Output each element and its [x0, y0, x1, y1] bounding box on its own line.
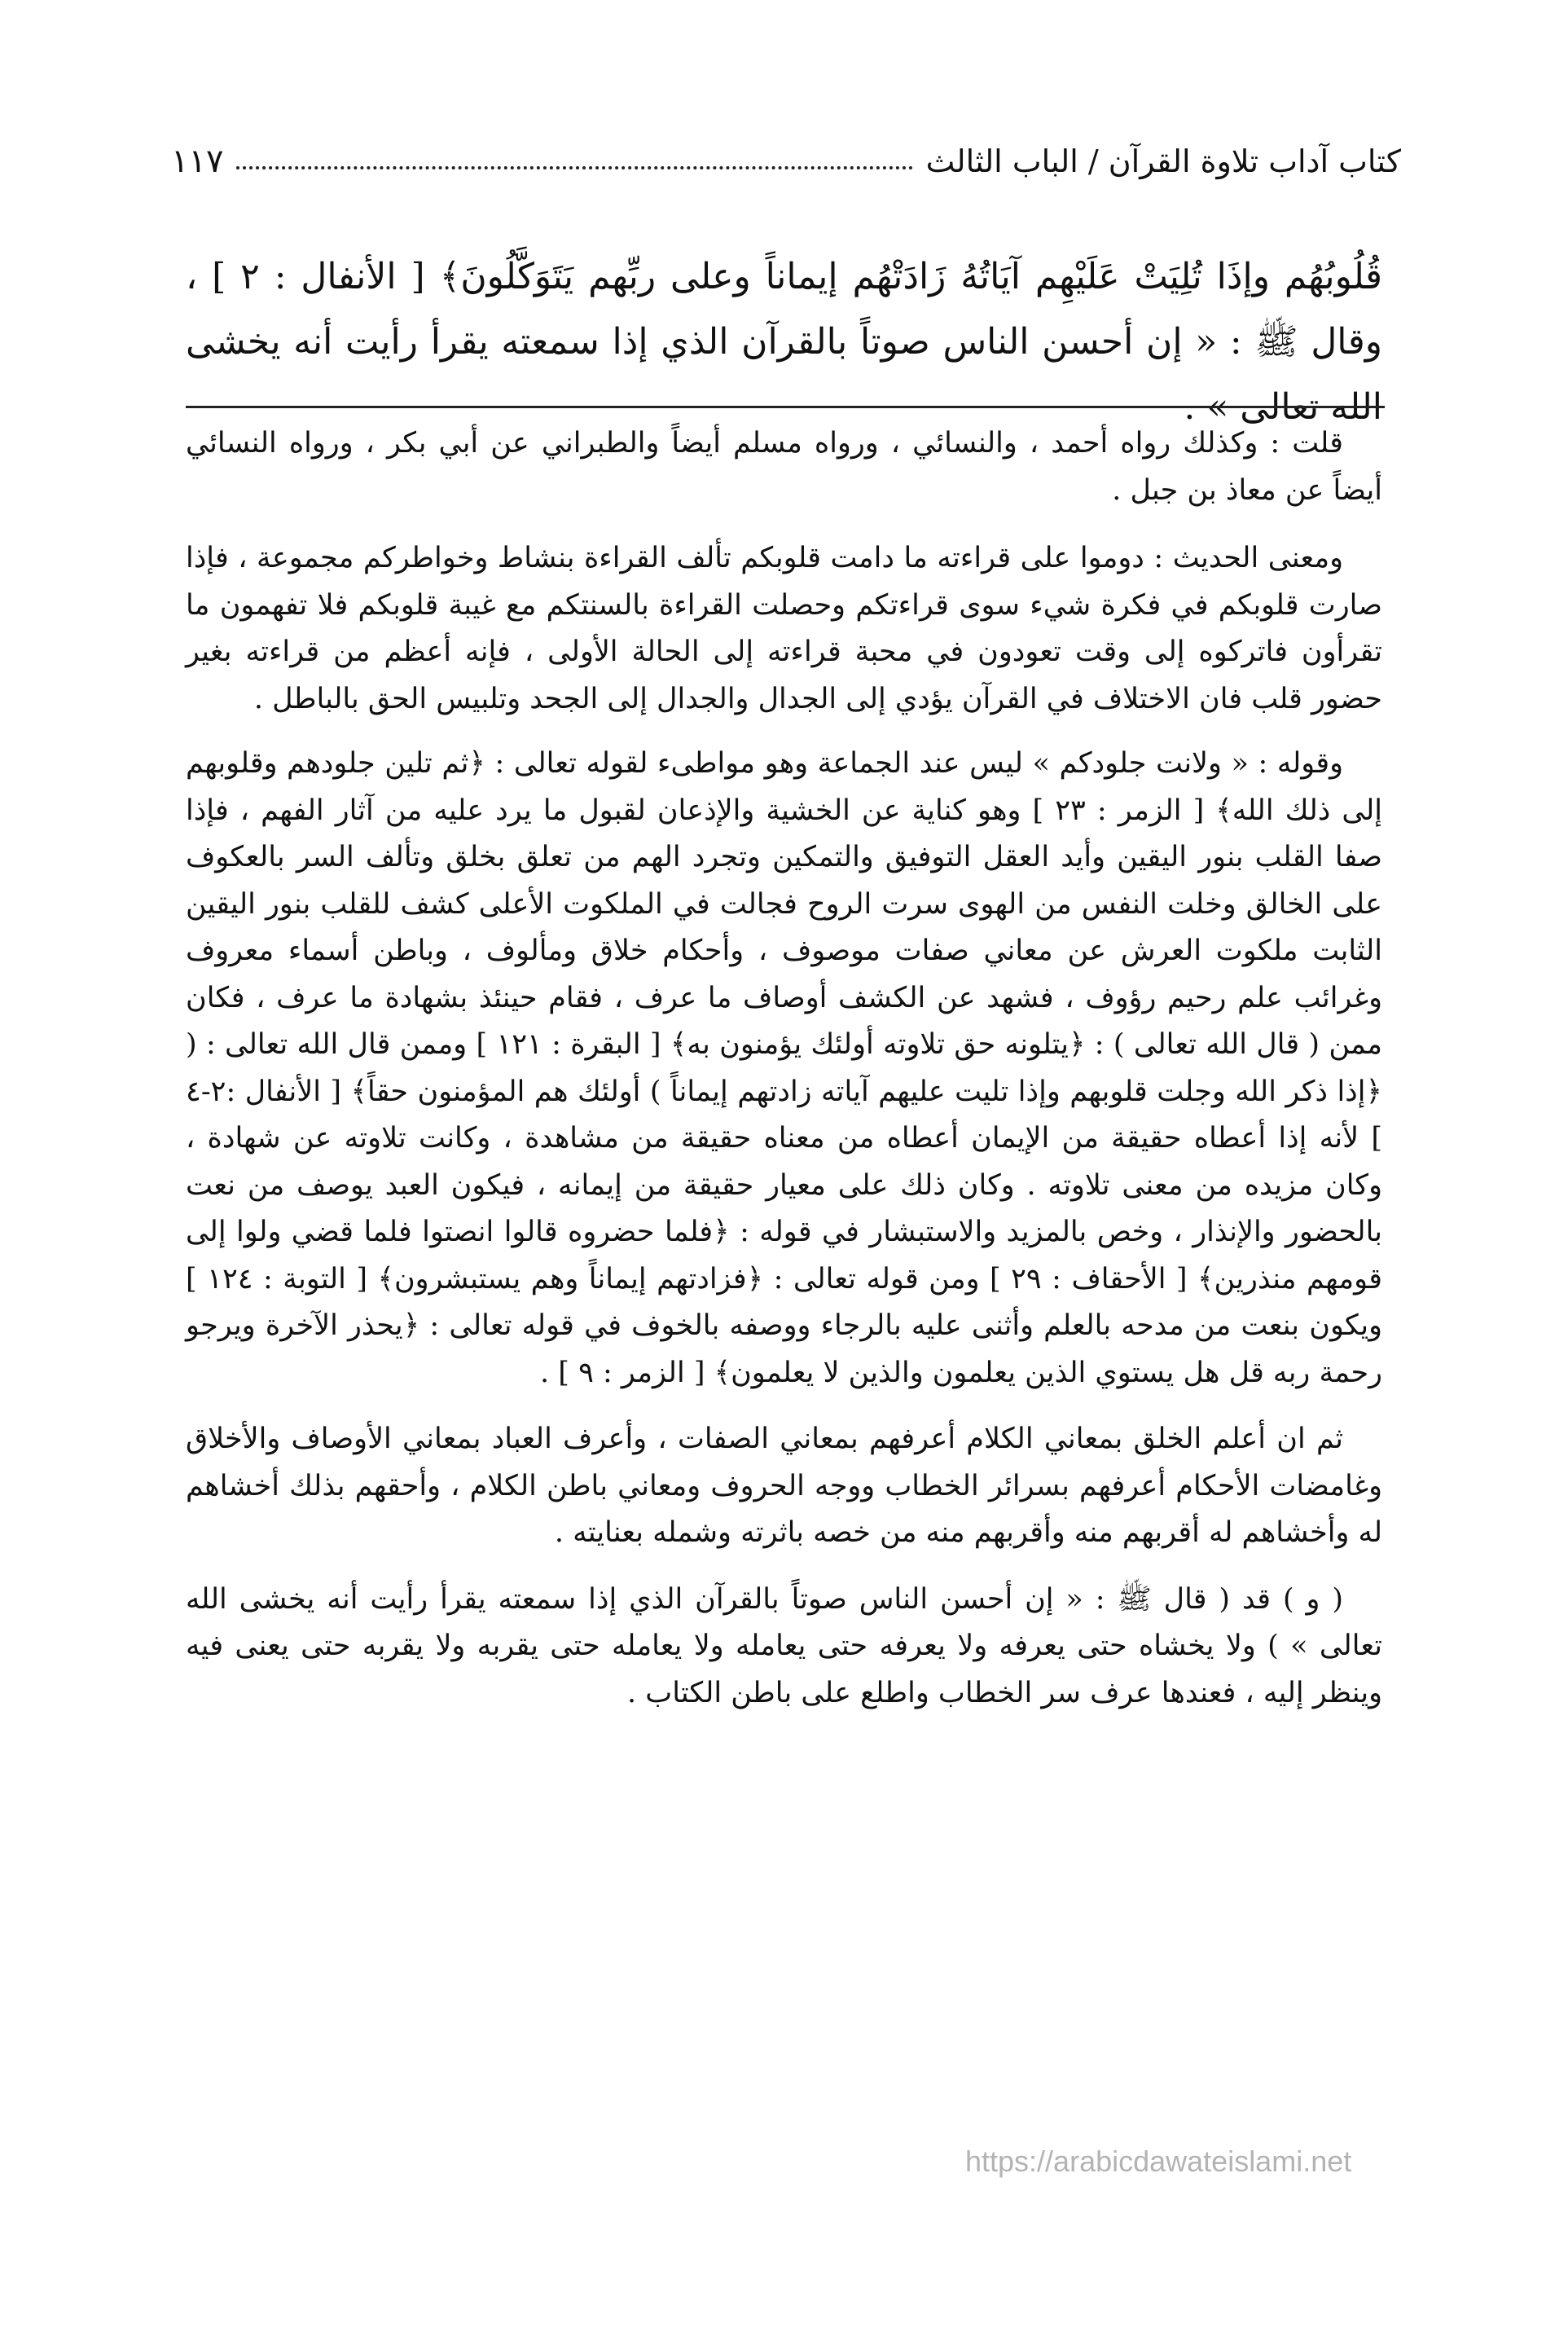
watermark-url: https://arabicdawateislami.net	[965, 2144, 1352, 2178]
separator-rule	[186, 406, 1385, 408]
commentary-paragraph: ومعنى الحديث : دوموا على قراءته ما دامت قلوبكم تألف القراءة بنشاط وخواطركم مجموعة ، فإذا صارت قلوبكم في فكرة شيء سوى قراءتكم وحصلت القراءة بالسنتكم مع غيبة قلوبكم فلا تفهمون ما تقرأون فاتركوه إلى وقت تعودون في محبة قراءته إلى الحالة الأولى ، فإنه أعظم من قراءته بغير حضور قلب فان الاختلاف في القرآن يؤدي إلى الجدال والجدال إلى الجحد وتلبيس الحق بالباطل .	[186, 542, 1382, 715]
page-number: ١١٧	[171, 143, 224, 180]
main-text-block: قُلُوبُهُم وإذَا تُلِيَتْ عَلَيْهِم آيَاتُهُ زَادَتْهُم إيماناً وعلى ربِّهم يَتَوَكَّلُونَ﴾ [ الأنفال : ٢ ] ، وقال ﷺ : « إن أحسن الناس صوتاً بالقرآن الذي إذا سمعته يقرأ رأيت أنه يخشى الله تعالى » .	[186, 256, 1382, 428]
commentary-paragraph: ( و ) قد ( قال ﷺ : « إن أحسن الناس صوتاً بالقرآن الذي إذا سمعته يقرأ رأيت أنه يخشى الله تعالى » ) ولا يخشاه حتى يعرفه ولا يعرفه حتى يعامله ولا يعامله حتى يقربه ولا يقربه حتى يعنى فيه وينظر إليه ، فعندها عرف سر الخطاب واطلع على باطن الكتاب .	[186, 1582, 1383, 1709]
running-header	[171, 137, 1401, 186]
commentary-paragraph: وقوله : « ولانت جلودكم » ليس عند الجماعة وهو مواطىء لقوله تعالى : ﴿ثم تلين جلودهم وقلوبهم إلى ذلك الله﴾ [ الزمر : ٢٣ ] وهو كناية عن الخشية والإذعان لقبول ما يرد عليه من آثار الفهم ، فإذا صفا القلب بنور اليقين وأيد العقل التوفيق والتمكين وتجرد الهم من تعلق بخلق وتألف السر بالعكوف على الخالق وخلت النفس من الهوى سرت الروح فجالت في الملكوت الأعلى كشف للقلب بنور اليقين الثابت ملكوت العرش عن معاني صفات موصوف ، وأحكام خلاق ومألوف ، وباطن أسماء معروف وغرائب علم رحيم رؤوف ، فشهد عن الكشف أوصاف ما عرف ، فقام حينئذ بشهادة ما عرف ، فكان ممن ( قال الله تعالى ) : ﴿يتلونه حق تلاوته أولئك يؤمنون به﴾ [ البقرة : ١٢١ ] وممن قال الله تعالى : ( ﴿إذا ذكر الله وجلت قلوبهم وإذا تليت عليهم آياته زادتهم إيماناً ) أولئك هم المؤمنون حقاً﴾ [ الأنفال :٢-٤ ] لأنه إذا أعطاه حقيقة من الإيمان أعطاه من معناه حقيقة من مشاهدة ، وكانت تلاوته عن شهادة ، وكان مزيده من معنى تلاوته . وكان ذلك على معيار حقيقة من إيمانه ، فيكون العبد يوصف من نعت بالحضور والإنذار ، وخص بالمزيد والاستبشار في قوله : ﴿فلما حضروه قالوا انصتوا فلما قضي ولوا إلى قومهم منذرين﴾ [ الأحقاف : ٢٩ ] ومن قوله تعالى : ﴿فزادتهم إيماناً وهم يستبشرون﴾ [ التوبة : ١٢٤ ] ويكون بنعت من مدحه بالعلم وأثنى عليه بالرجاء ووصفه بالخوف في قوله تعالى : ﴿يحذر الآخرة ويرجو رحمة ربه قل هل يستوي الذين يعلمون والذين لا يعلمون﴾ [ الزمر : ٩ ] .	[186, 747, 1383, 1389]
commentary-text	[186, 420, 1382, 1735]
header-title: كتاب آداب تلاوة القرآن / الباب الثالث	[925, 143, 1401, 179]
commentary-paragraph: ثم ان أعلم الخلق بمعاني الكلام أعرفهم بمعاني الصفات ، وأعرف العباد بمعاني الأوصاف والأخلاق وغامضات الأحكام أعرفهم بسرائر الخطاب ووجه الحروف ومعاني باطن الكلام ، وأحقهم بذلك أخشاهم له وأخشاهم له أقربهم منه وأقربهم منه من خصه باثرته وشمله بعنايته .	[186, 1423, 1382, 1549]
commentary-paragraph: قلت : وكذلك رواه أحمد ، والنسائي ، ورواه مسلم أيضاً والطبراني عن أبي بكر ، ورواه النسائي أيضاً عن معاذ بن جبل .	[186, 427, 1382, 507]
header-dot-leader	[236, 166, 912, 169]
